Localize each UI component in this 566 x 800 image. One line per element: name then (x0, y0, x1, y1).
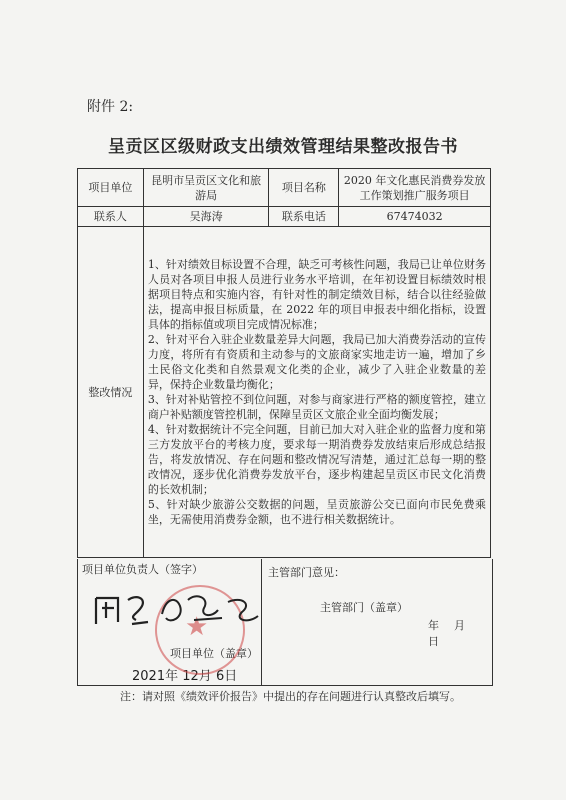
unit-stamp-label: 项目单位（盖章） (170, 647, 258, 660)
date-year: 2021 (132, 669, 166, 684)
rectification-item: 2、针对平台入驻企业数量差异大问题，我局已加大消费券活动的宣传力度，将所有有资质和主动参与的文旅商家实地走访一遍，增加了乡土民俗文化类和自然景观文化类的企业，减少了入驻企业数量的差异，保持企业数量均衡化； (147, 333, 486, 391)
rectification-content (143, 227, 490, 558)
project-name-label: 项目名称 (269, 169, 339, 207)
date-day: 6 (215, 669, 225, 684)
date-month: 12 (182, 669, 199, 684)
phone-value: 67474032 (339, 207, 491, 227)
rectification-item: 5、针对缺少旅游公交数据的问题，呈贡旅游公交已面向市民免费乘坐，无需使用消费券金额，也不进行相关数据统计。 (147, 498, 486, 526)
document-title: 呈贡区区级财政支出绩效管理结果整改报告书 (108, 137, 458, 157)
project-unit-label: 项目单位 (78, 169, 144, 207)
footnote: 注：请对照《绩效评价报告》中提出的存在问题进行认真整改后填写。 (120, 690, 461, 703)
report-form-table (77, 168, 491, 558)
date-day-suffix: 日 (224, 669, 238, 684)
handwritten-signature (92, 590, 262, 630)
phone-label: 联系电话 (269, 207, 339, 227)
project-unit-value: 昆明市呈贡区文化和旅游局 (143, 169, 269, 207)
contact-value: 吴海涛 (143, 207, 269, 227)
responsible-signature-label: 项目单位负责人（签字） (82, 563, 203, 576)
attachment-label: 附件 2: (87, 99, 134, 115)
supervisor-opinion-label: 主管部门意见： (268, 566, 345, 579)
supervisor-date-blank: 年 月 日 (428, 619, 480, 648)
rectification-item: 4、针对数据统计不完全问题，目前已加大对入驻企业的监督力度和第三方发放平台的考核力度，要求每一期消费券发放结束后形成总结报告，将发放情况、存在问题和整改情况写清楚，通过汇总每一期的整改情况，逐步优化消费券发放平台，逐步构建起呈贡区市民文化消费的长效机制； (147, 423, 486, 496)
seal-star-icon: ★ (185, 612, 209, 642)
date-month-suffix: 月 (198, 669, 212, 684)
supervisor-stamp-label: 主管部门（盖章） (320, 601, 408, 614)
contact-label: 联系人 (78, 207, 144, 227)
date-year-suffix: 年 (165, 669, 179, 684)
project-name-value: 2020 年文化惠民消费券发放工作策划推广服务项目 (339, 169, 491, 207)
rectification-label: 整改情况 (78, 227, 144, 558)
rectification-item: 3、针对补贴管控不到位问题，对参与商家进行严格的额度管控，建立商户补贴额度管控机制，保障呈贡区文旅企业全面均衡发展； (147, 393, 486, 421)
rectification-item: 1、针对绩效目标设置不合理，缺乏可考核性问题，我局已让单位财务人员对各项目申报人员进行业务水平培训，在年初设置目标绩效时根据项目特点和实施内容，有针对性的制定绩效目标，结合以往经验做法，提高申报目标质量，在 2022 年的项目申报表中细化指标，设置具体的指标值或项目完成情况标准； (147, 258, 486, 331)
